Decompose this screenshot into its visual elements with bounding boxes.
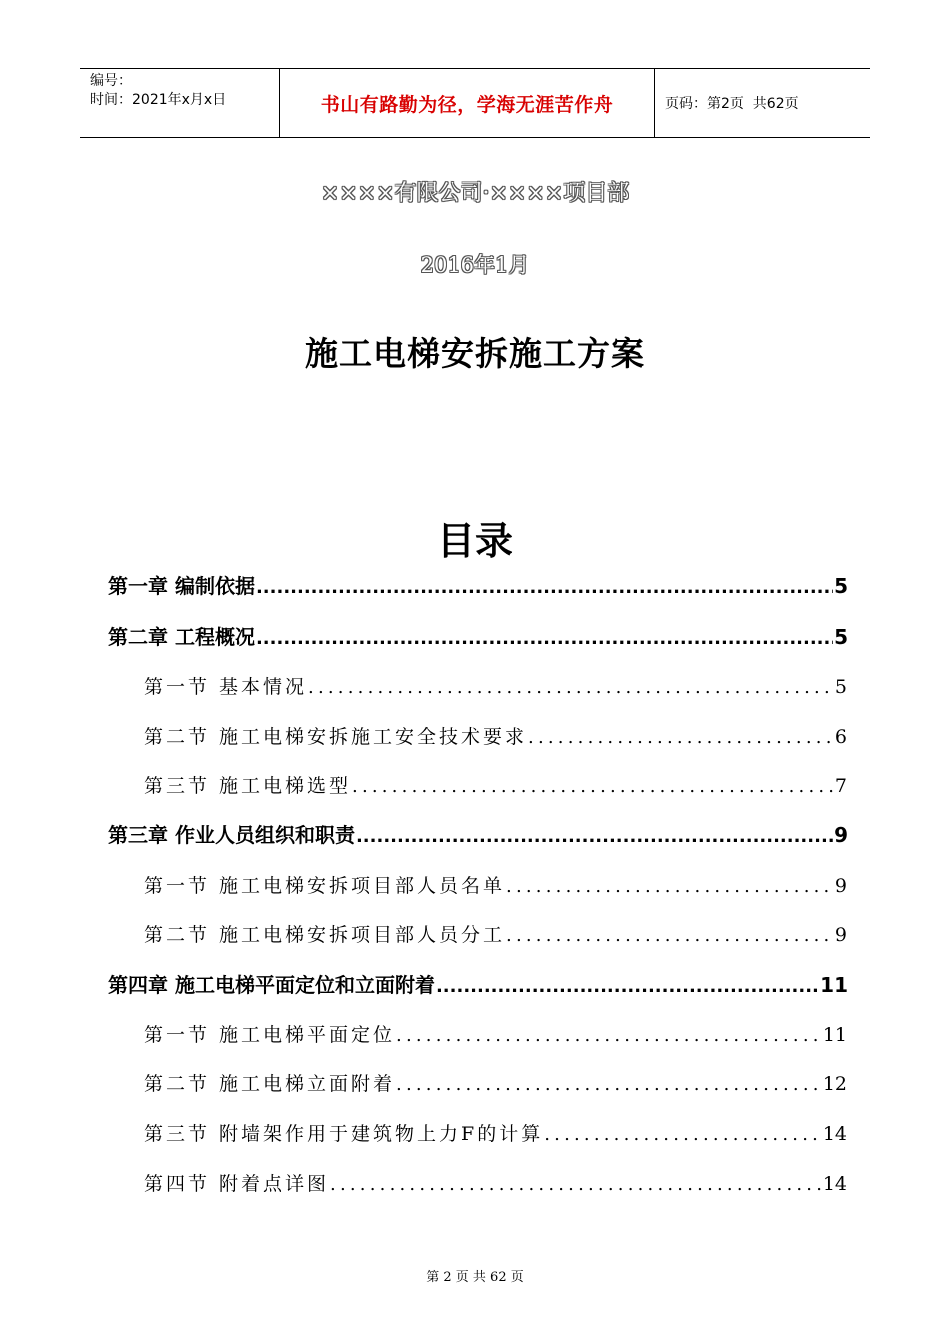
- header-number-label: 编号：: [90, 73, 132, 89]
- company-name: ××××有限公司·××××项目部: [320, 181, 630, 206]
- toc-leader: [396, 1025, 822, 1046]
- toc-entry-page: 11: [820, 973, 848, 997]
- toc-leader: [528, 727, 834, 748]
- toc-leader: [352, 776, 834, 797]
- toc-entry-chapter-4[interactable]: [108, 969, 848, 998]
- toc-entry-section[interactable]: [144, 920, 847, 947]
- toc-entry-page: 5: [834, 625, 848, 649]
- toc-entry-page: 9: [834, 924, 847, 946]
- header-time-label: 时间：2021年x月x日: [90, 92, 227, 108]
- toc-entry-section[interactable]: [144, 771, 847, 798]
- toc-entry-chapter-2[interactable]: [108, 621, 848, 650]
- footer-page-number: 第 2 页 共 62 页: [426, 1270, 524, 1285]
- toc-entry-page: 11: [822, 1024, 847, 1046]
- toc-entry-page: 14: [822, 1173, 847, 1195]
- toc-leader: [506, 925, 834, 946]
- header-page-info: [655, 69, 870, 137]
- toc-leader: [256, 577, 833, 598]
- toc-entry-text: 第二节 施工电梯安拆项目部人员分工: [144, 924, 506, 946]
- toc-entry-text: 第三章 作业人员组织和职责: [108, 823, 355, 847]
- toc-entry-text: 第二节 施工电梯立面附着: [144, 1073, 396, 1095]
- toc-entry-page: 9: [834, 875, 847, 897]
- toc-entry-section[interactable]: [144, 1020, 847, 1047]
- toc-entry-section[interactable]: [144, 871, 847, 898]
- toc-entry-page: 6: [834, 726, 847, 748]
- toc-entry-page: 9: [834, 823, 848, 847]
- toc-leader: [356, 826, 833, 847]
- toc-entry-text: 第一节 基本情况: [144, 676, 308, 698]
- toc-entry-text: 第一章 编制依据: [108, 574, 255, 598]
- toc-entry-text: 第四章 施工电梯平面定位和立面附着: [108, 973, 435, 997]
- toc-entry-page: 5: [834, 574, 848, 598]
- toc-leader: [330, 1174, 822, 1195]
- toc-entry-text: 第二节 施工电梯安拆施工安全技术要求: [144, 726, 528, 748]
- toc-entry-section[interactable]: [144, 722, 847, 749]
- page-header: [80, 68, 870, 138]
- toc-entry-text: 第三节 施工电梯选型: [144, 775, 352, 797]
- page-footer: [0, 1266, 950, 1285]
- toc-entry-chapter-3[interactable]: [108, 819, 848, 848]
- toc-entry-text: 第二章 工程概况: [108, 625, 255, 649]
- toc-entry-page: 14: [822, 1123, 847, 1145]
- toc-entry-page: 5: [834, 676, 847, 698]
- toc-leader: [506, 876, 834, 897]
- header-meta: [80, 69, 280, 137]
- toc-entry-section[interactable]: [144, 1069, 847, 1096]
- header-page-info-text: 页码：第2页 共62页: [665, 96, 799, 112]
- toc-entry-chapter-1[interactable]: [108, 570, 848, 599]
- toc-leader: [436, 976, 819, 997]
- toc-title: 目录: [436, 519, 513, 563]
- toc-entry-page: 7: [834, 775, 847, 797]
- toc-entry-text: 第一节 施工电梯平面定位: [144, 1024, 396, 1046]
- toc-leader: [308, 677, 834, 698]
- toc-entry-section[interactable]: [144, 1169, 847, 1196]
- header-motto: 书山有路勤为径，学海无涯苦作舟: [280, 69, 655, 137]
- toc-entry-page: 12: [822, 1073, 847, 1095]
- document-date: 2016年1月: [420, 253, 530, 277]
- toc-entry-section[interactable]: [144, 672, 847, 699]
- toc-entry-text: 第四节 附着点详图: [144, 1173, 330, 1195]
- toc-entry-text: 第一节 施工电梯安拆项目部人员名单: [144, 875, 506, 897]
- toc-entry-section[interactable]: [144, 1119, 847, 1146]
- document-title: 施工电梯安拆施工方案: [305, 334, 645, 373]
- toc-entry-text: 第三节 附墙架作用于建筑物上力F的计算: [144, 1123, 544, 1145]
- toc-leader: [396, 1074, 822, 1095]
- toc-leader: [544, 1124, 822, 1145]
- toc-leader: [256, 628, 833, 649]
